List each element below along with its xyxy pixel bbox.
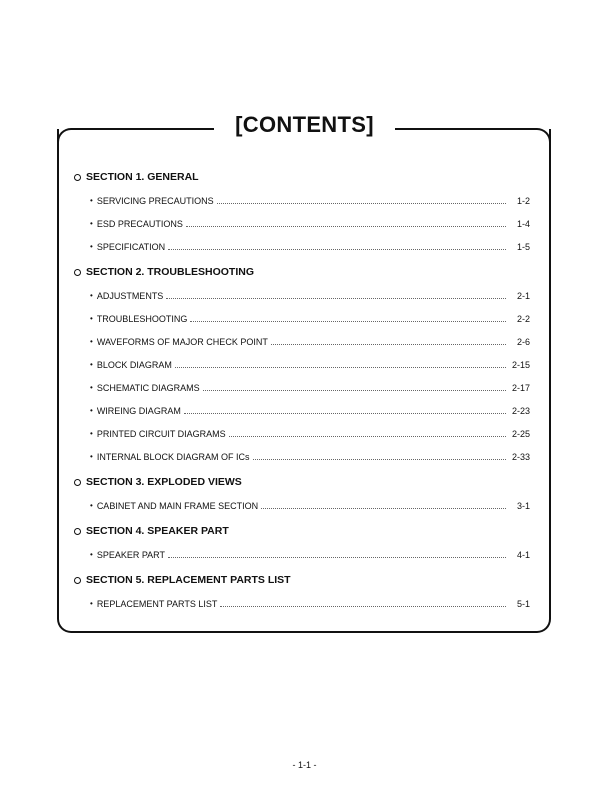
circle-bullet-icon — [74, 577, 81, 584]
dot-leader — [271, 343, 506, 345]
entry-page: 3-1 — [516, 501, 530, 511]
dot-bullet-icon: • — [90, 599, 93, 608]
section-heading: SECTION 2. TROUBLESHOOTING — [74, 265, 530, 279]
toc-entry[interactable] — [74, 241, 530, 253]
entry-page: 5-1 — [516, 599, 530, 609]
toc-entry[interactable] — [74, 500, 530, 512]
toc-list — [74, 170, 530, 610]
dot-bullet-icon: • — [90, 550, 93, 559]
entry-label: SCHEMATIC DIAGRAMS — [96, 383, 200, 393]
dot-bullet-icon: • — [90, 242, 93, 251]
entry-label: REPLACEMENT PARTS LIST — [96, 599, 218, 609]
toc-entry[interactable] — [74, 549, 530, 561]
toc-entry[interactable] — [74, 428, 530, 440]
toc-entry[interactable] — [74, 313, 530, 325]
dot-leader — [203, 389, 506, 391]
dot-leader — [186, 225, 506, 227]
entry-page: 1-2 — [516, 196, 530, 206]
circle-bullet-icon — [74, 528, 81, 535]
entry-label: BLOCK DIAGRAM — [96, 360, 172, 370]
page-number: - 1-1 - — [292, 760, 317, 770]
entry-label: SPECIFICATION — [96, 242, 166, 252]
dot-bullet-icon: • — [90, 501, 93, 510]
entry-label: WAVEFORMS OF MAJOR CHECK POINT — [96, 337, 268, 347]
entry-page: 1-5 — [516, 242, 530, 252]
entry-page: 2-23 — [511, 406, 530, 416]
section-heading: SECTION 3. EXPLODED VIEWS — [74, 475, 530, 489]
entry-label: PRINTED CIRCUIT DIAGRAMS — [96, 429, 226, 439]
page-title: [CONTENTS] — [235, 112, 374, 137]
entry-label: WIREING DIAGRAM — [96, 406, 181, 416]
dot-bullet-icon: • — [90, 429, 93, 438]
dot-bullet-icon: • — [90, 314, 93, 323]
dot-bullet-icon: • — [90, 360, 93, 369]
entry-label: SPEAKER PART — [96, 550, 166, 560]
toc-entry[interactable] — [74, 195, 530, 207]
section-heading: SECTION 4. SPEAKER PART — [74, 524, 530, 538]
entry-page: 2-6 — [516, 337, 530, 347]
dot-leader — [175, 366, 506, 368]
dot-leader — [166, 297, 506, 299]
dot-bullet-icon: • — [90, 196, 93, 205]
dot-leader — [220, 605, 506, 607]
dot-leader — [229, 435, 506, 437]
dot-leader — [217, 202, 506, 204]
dot-leader — [190, 320, 506, 322]
entry-label: TROUBLESHOOTING — [96, 314, 188, 324]
circle-bullet-icon — [74, 174, 81, 181]
dot-bullet-icon: • — [90, 219, 93, 228]
toc-entry[interactable] — [74, 359, 530, 371]
entry-page: 2-17 — [511, 383, 530, 393]
entry-page: 1-4 — [516, 219, 530, 229]
entry-page: 2-1 — [516, 291, 530, 301]
entry-label: ADJUSTMENTS — [96, 291, 164, 301]
dot-bullet-icon: • — [90, 291, 93, 300]
dot-bullet-icon: • — [90, 337, 93, 346]
dot-bullet-icon: • — [90, 452, 93, 461]
toc-entry[interactable] — [74, 598, 530, 610]
dot-leader — [168, 248, 506, 250]
dot-leader — [184, 412, 506, 414]
circle-bullet-icon — [74, 269, 81, 276]
section-heading: SECTION 1. GENERAL — [74, 170, 530, 184]
dot-bullet-icon: • — [90, 383, 93, 392]
dot-bullet-icon: • — [90, 406, 93, 415]
section-heading: SECTION 5. REPLACEMENT PARTS LIST — [74, 573, 530, 587]
entry-page: 2-25 — [511, 429, 530, 439]
dot-leader — [253, 458, 506, 460]
toc-entry[interactable] — [74, 451, 530, 463]
toc-entry[interactable] — [74, 382, 530, 394]
circle-bullet-icon — [74, 479, 81, 486]
dot-leader — [261, 507, 506, 509]
entry-label: CABINET AND MAIN FRAME SECTION — [96, 501, 259, 511]
entry-label: INTERNAL BLOCK DIAGRAM OF ICs — [96, 452, 250, 462]
entry-page: 2-33 — [511, 452, 530, 462]
entry-label: SERVICING PRECAUTIONS — [96, 196, 214, 206]
entry-page: 2-2 — [516, 314, 530, 324]
toc-entry[interactable] — [74, 336, 530, 348]
toc-entry[interactable] — [74, 218, 530, 230]
entry-label: ESD PRECAUTIONS — [96, 219, 183, 229]
toc-entry[interactable] — [74, 405, 530, 417]
entry-page: 2-15 — [511, 360, 530, 370]
dot-leader — [168, 556, 506, 558]
toc-entry[interactable] — [74, 290, 530, 302]
entry-page: 4-1 — [516, 550, 530, 560]
